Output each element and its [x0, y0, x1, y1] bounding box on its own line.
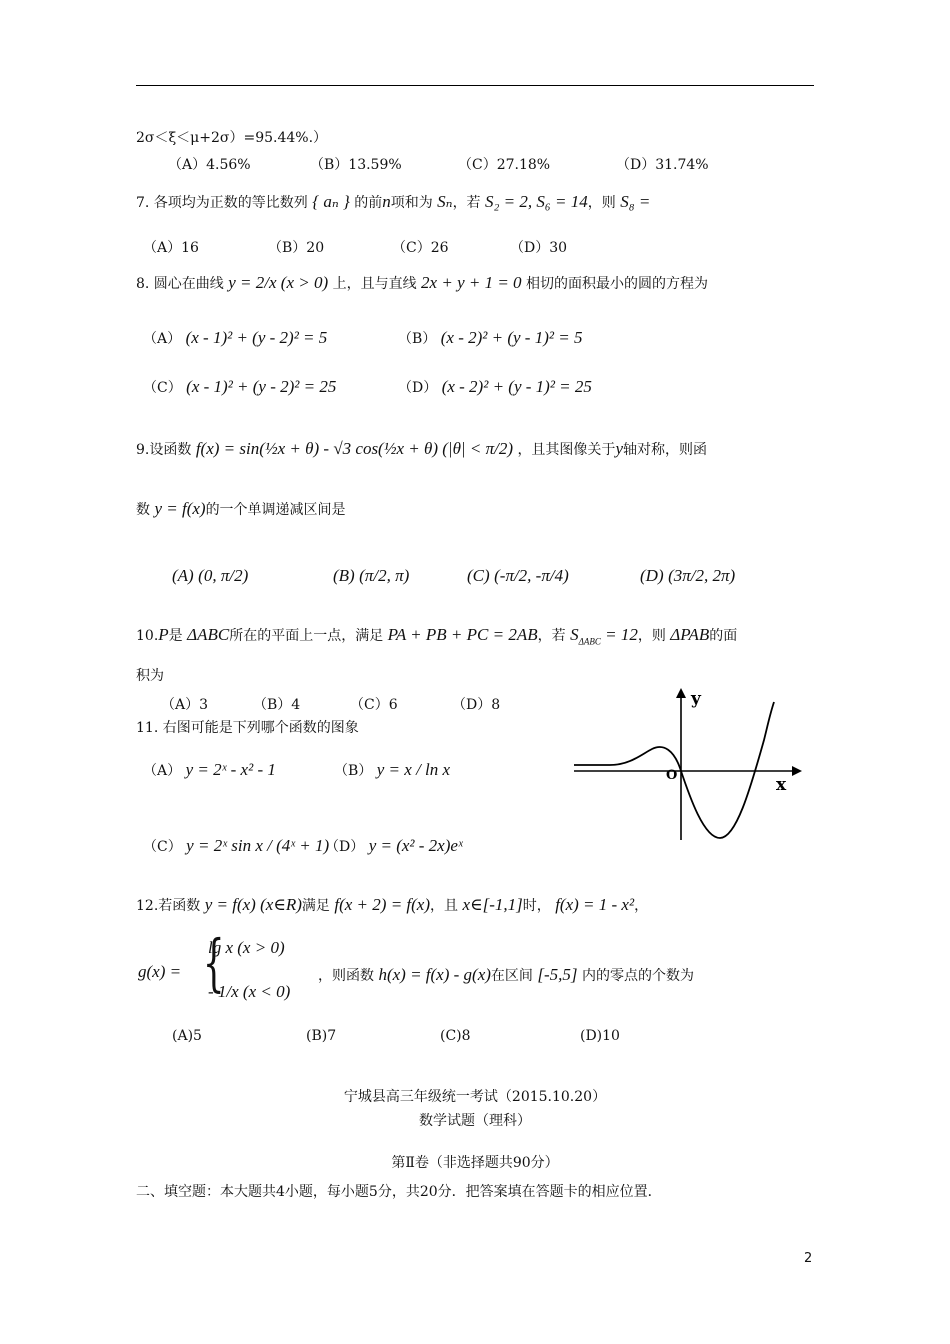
q9-stem-d: 数 [136, 502, 150, 518]
question-12 [136, 895, 648, 915]
q11-graph [570, 680, 810, 850]
q10-option-a: （A）3 [161, 697, 209, 713]
q9-stem-b: ，且其图像关于 [517, 442, 616, 458]
q10-area-val: = 12 [600, 625, 638, 644]
q7-stem-a: 7. 各项均为正数的等比数列 [136, 195, 308, 211]
q9-stem-a: 9.设函数 [136, 442, 192, 458]
q8-stem-a: 8. 圆心在曲线 [136, 276, 224, 292]
x-axis-label: x [776, 775, 787, 795]
q12-f3: x∈[-1,1] [462, 895, 523, 914]
q11-option-a-label: （A） [143, 763, 182, 779]
q8-option-a-expr: (x - 1)² + (y - 2)² = 5 [185, 328, 328, 347]
y-axis-label: y [691, 689, 701, 709]
q9-option-a [172, 566, 248, 586]
q12-stem-e: ， [634, 898, 649, 914]
q9-option-c-expr: (-π/2, -π/4) [494, 566, 569, 585]
q6-option-d: （D）31.74% [616, 157, 709, 173]
q11-option-a-expr: y = 2ˣ - x² - 1 [185, 760, 276, 779]
q12-stem-d: 时， [522, 898, 551, 914]
q9-option-b-label: (B) [333, 566, 355, 585]
q9-option-c [467, 566, 569, 586]
q8-option-d-expr: (x - 2)² + (y - 1)² = 25 [441, 377, 592, 396]
q7-sn: Sₙ [437, 192, 453, 211]
y-axis-arrow [676, 688, 686, 698]
q8-curve: y = 2/x (x > 0) [228, 273, 329, 292]
q8-stem-b: 上，且与直线 [332, 276, 417, 292]
q10-stem-e: ，则 [637, 628, 666, 644]
q12-stem-c: ，且 [430, 898, 458, 914]
q6-option-a: （A）4.56% [168, 157, 251, 173]
q9-option-b [333, 566, 409, 586]
q9-option-b-expr: (π/2, π) [359, 566, 410, 585]
q7-option-c: （C）26 [392, 240, 449, 256]
exam-part: 第Ⅱ卷（非选择题共90分） [391, 1155, 559, 1171]
q7-stem-e: ，则 [587, 195, 616, 211]
q6-option-b: （B）13.59% [310, 157, 402, 173]
q6-continuation: 2σ＜ξ＜μ+2σ）=95.44%.） [136, 130, 328, 146]
page-number: 2 [804, 1251, 813, 1266]
q12-option-c: (C)8 [440, 1028, 471, 1044]
q10-area-sub: ΔABC [578, 636, 601, 647]
q9-stem-c: 轴对称，则函 [622, 442, 707, 458]
q8-option-a-label: （A） [143, 331, 182, 347]
q12-g-lhs: g(x) = [138, 962, 182, 981]
q10-stem-b: 是 [168, 628, 183, 644]
question-7 [136, 192, 650, 212]
q12-interval: [-5,5] [537, 965, 578, 984]
exam-subject: 数学试题（理科） [419, 1113, 531, 1129]
q8-option-d-label: （D） [398, 380, 438, 396]
question-11: 11. 右图可能是下列哪个函数的图象 [136, 720, 359, 736]
q9-option-d [640, 566, 735, 586]
q7-stem-b: 的前 [354, 195, 383, 211]
q9-option-d-expr: (3π/2, 2π) [668, 566, 736, 585]
q11-option-c-expr: y = 2ˣ sin x / (4ˣ + 1) [186, 836, 330, 855]
q9-option-a-expr: (0, π/2) [198, 566, 249, 585]
q12-stem-f: ，则函数 [318, 968, 374, 984]
q12-g-case2: - 1/x (x < 0) [208, 982, 291, 1001]
q11-option-d [325, 836, 463, 856]
q12-option-a: (A)5 [172, 1028, 202, 1044]
q9-function: f(x) = sin(½x + θ) - √3 cos(½x + θ) (|θ| < π/2) [195, 439, 513, 458]
q9-stem-e: 的一个单调递减区间是 [205, 502, 346, 518]
q11-option-d-expr: y = (x² - 2x)eˣ [368, 836, 463, 855]
q12-piecewise [138, 926, 318, 1014]
q8-option-c [143, 377, 336, 397]
q7-n: n [382, 192, 391, 211]
origin-label: O [666, 768, 678, 783]
q12-brace: { [202, 926, 225, 999]
q10-stem-f: 的面 [709, 628, 738, 644]
q10-stem-a: 10. [136, 628, 159, 644]
q9-yf: y = f(x) [154, 499, 206, 518]
q11-option-d-label: （D） [325, 839, 365, 855]
q10-area [570, 625, 638, 647]
q7-condition: S₂ = 2, S₆ = 14 [485, 192, 588, 211]
question-12-cont [318, 965, 694, 985]
q11-option-c [143, 836, 329, 856]
q6-option-c: （C）27.18% [458, 157, 551, 173]
q12-stem-h: 内的零点的个数为 [581, 968, 694, 984]
q12-f1: y = f(x) (x∈R) [204, 895, 302, 914]
q8-option-b [398, 328, 582, 348]
q10-stem-d: ，若 [537, 628, 566, 644]
q7-sequence: { aₙ } [312, 192, 350, 211]
q8-line: 2x + y + 1 = 0 [421, 273, 522, 292]
q10-stem-c: 所在的平面上一点，满足 [229, 628, 384, 644]
q7-option-d: （D）30 [510, 240, 568, 256]
q10-p: P [158, 625, 169, 644]
q8-option-d [398, 377, 592, 397]
q10-stem-g: 积为 [136, 668, 164, 684]
q12-g-case1: lg x (x > 0) [208, 938, 285, 957]
question-10 [136, 625, 737, 647]
section-heading: 二、填空题：本大题共4小题，每小题5分，共20分．把答案填在答题卡的相应位置． [136, 1184, 662, 1200]
q10-triangle: ΔABC [187, 625, 230, 644]
question-9 [136, 439, 707, 459]
x-axis-arrow [792, 766, 802, 776]
question-8 [136, 273, 708, 293]
q9-y: y [615, 439, 623, 458]
q7-stem-d: ，若 [452, 195, 481, 211]
q10-area-s: S [570, 625, 579, 644]
q9-option-a-label: (A) [172, 566, 194, 585]
q9-option-c-label: (C) [467, 566, 490, 585]
q12-stem-g: 在区间 [490, 968, 533, 984]
q12-f4: f(x) = 1 - x² [555, 895, 635, 914]
q10-triangle-pab: ΔPAB [670, 625, 710, 644]
q7-option-b: （B）20 [268, 240, 325, 256]
q12-h: h(x) = f(x) - g(x) [378, 965, 491, 984]
q9-option-d-label: (D) [640, 566, 664, 585]
q11-option-b-label: （B） [334, 763, 373, 779]
q12-option-b: (B)7 [306, 1028, 337, 1044]
q11-option-c-label: （C） [143, 839, 182, 855]
q10-option-b: （B）4 [253, 697, 301, 713]
exam-title: 宁城县高三年级统一考试（2015.10.20） [343, 1089, 607, 1105]
q11-option-b-expr: y = x / ln x [376, 760, 451, 779]
q8-option-b-label: （B） [398, 331, 437, 347]
q8-option-c-expr: (x - 1)² + (y - 2)² = 25 [186, 377, 337, 396]
q10-option-d: （D）8 [452, 697, 501, 713]
q7-stem-c: 项和为 [390, 195, 433, 211]
q12-f2: f(x + 2) = f(x) [334, 895, 430, 914]
q12-stem-b: 满足 [301, 898, 330, 914]
q11-option-a [143, 760, 276, 780]
q8-option-a [143, 328, 327, 348]
q11-option-b [334, 760, 450, 780]
q12-option-d: (D)10 [580, 1028, 620, 1044]
q10-option-c: （C）6 [350, 697, 398, 713]
q8-option-c-label: （C） [143, 380, 182, 396]
q8-option-b-expr: (x - 2)² + (y - 1)² = 5 [440, 328, 583, 347]
q12-stem-a: 12.若函数 [136, 898, 201, 914]
q7-option-a: （A）16 [143, 240, 199, 256]
q7-target: S₈ = [620, 192, 651, 211]
header-rule [136, 85, 814, 86]
q10-vector-eq: PA + PB + PC = 2AB [387, 625, 538, 644]
q8-stem-c: 相切的面积最小的圆的方程为 [526, 276, 709, 292]
question-9-cont [136, 499, 346, 519]
